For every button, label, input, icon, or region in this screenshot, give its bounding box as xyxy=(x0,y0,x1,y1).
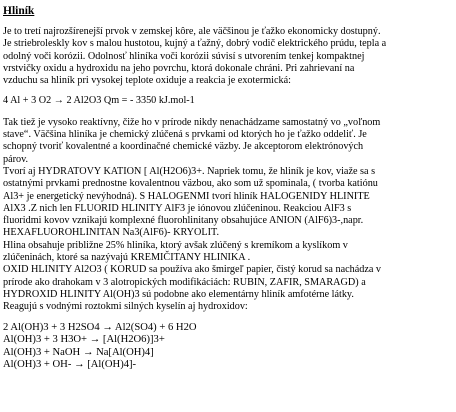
text-line: Reagujú s vodnými roztokmi silných kyselín aj hydroxidov: xyxy=(3,301,248,313)
text-line: HYDROXID HLINITY Al(OH)3 sú podobne ako elementárny hliník amfotérne látky. xyxy=(3,288,354,300)
text-line: Je to tretí najrozšírenejší prvok v zemskej kôre, ale väčšinou je ťažko ekonomicky dostupný. xyxy=(3,26,381,37)
text-line: odolný voči korózii. Odolnosť hliníka voči korózii súvisí s utvorením tenkej kompaktnej xyxy=(3,50,365,62)
text-line: párov. xyxy=(3,153,29,165)
text-line: ostatnými prvkami prednostne kovalentnou väzbou, ako som už spominala, ( tvorba katiónu xyxy=(3,178,378,190)
text-line: AlX3 .Z nich len FLUORID HLINITY AlF3 je iónovou zlúčeninou. Reakciou AlF3 s xyxy=(3,202,352,214)
text-line: zlúčeninách, ktoré sa nazývajú KREMIČITANY HLINIKA . xyxy=(3,252,251,264)
text-line: schopný tvoriť kovalentné a koordinačné chemické väzby. Je akceptorom elektrónových xyxy=(3,141,364,153)
document-title: Hliník xyxy=(3,5,35,17)
reaction-line: Al(OH)3 + 3 H3O+ → [Al(H2O6)]3+ xyxy=(3,334,165,346)
reaction-line: Al(OH)3 + OH- → [Al(OH)4]- xyxy=(3,359,137,371)
text-line: Al3+ je energetický nevýhodná). S HALOGENMI tvorí hliník HALOGENIDY HLINITE xyxy=(3,190,370,202)
text-line: vzduchu sa hliník pri vysokej teplote oxiduje a reakcia je exotermická: xyxy=(3,75,291,87)
text-line: prírode ako drahokam v 3 alotropických modifikáciách: RUBIN, ZAFIR, SMARAGD) a xyxy=(3,276,366,288)
text-line: Tak tiež je vysoko reaktívny, čiže ho v prírode nikdy nenachádzame samostatný vo „voľnom xyxy=(3,116,381,128)
amphoteric-reactions xyxy=(3,322,456,372)
oxidation-reaction: 4 Al + 3 O2 → 2 Al2O3 Qm = - 3350 kJ.mol-1 xyxy=(3,95,195,107)
reaction-line: Al(OH)3 + NaOH → Na[Al(OH)4] xyxy=(3,346,154,358)
reaction-line: 2 Al(OH)3 + 3 H2SO4 → Al2(SO4) + 6 H2O xyxy=(3,321,197,333)
text-line: Je striebroleskly kov s malou hustotou, kujný a ťažný, dobrý vodič elektrického prúdu, tepla a xyxy=(3,38,387,50)
text-line: HEXAFLUOROHLINITAN Na3(AlF6)- KRYOLIT. xyxy=(3,227,220,239)
text-line: Tvorí aj HYDRATOVY KATION [ Al(H2O6)3+. Napriek tomu, že hliník je kov, viaže sa s xyxy=(3,165,376,177)
reactivity-paragraph xyxy=(3,117,456,314)
text-line: vrstvičky oxidu a hydroxidu na jeho povrchu, ktorá dokonale chráni. Pri zahrievaní na xyxy=(3,62,355,74)
text-line: fluoridmi kovov vznikajú komplexné fluorohlinitany obsahujúce ANION (AlF6)3-,napr. xyxy=(3,215,364,227)
text-line: Hlina obsahuje približne 25% hliníka, ktorý avšak zlúčený s kremíkom a kyslíkom v xyxy=(3,239,348,251)
text-line: OXID HLINITY Al2O3 ( KORUD sa používa ako šmirgeľ papier, čistý korud sa nachádza v xyxy=(3,264,382,276)
text-line: stave“. Väčšina hliníka je chemický zlúčená s prvkami od ktorých ho je ťažko oddeliť. Je xyxy=(3,129,367,141)
intro-paragraph xyxy=(3,26,456,87)
